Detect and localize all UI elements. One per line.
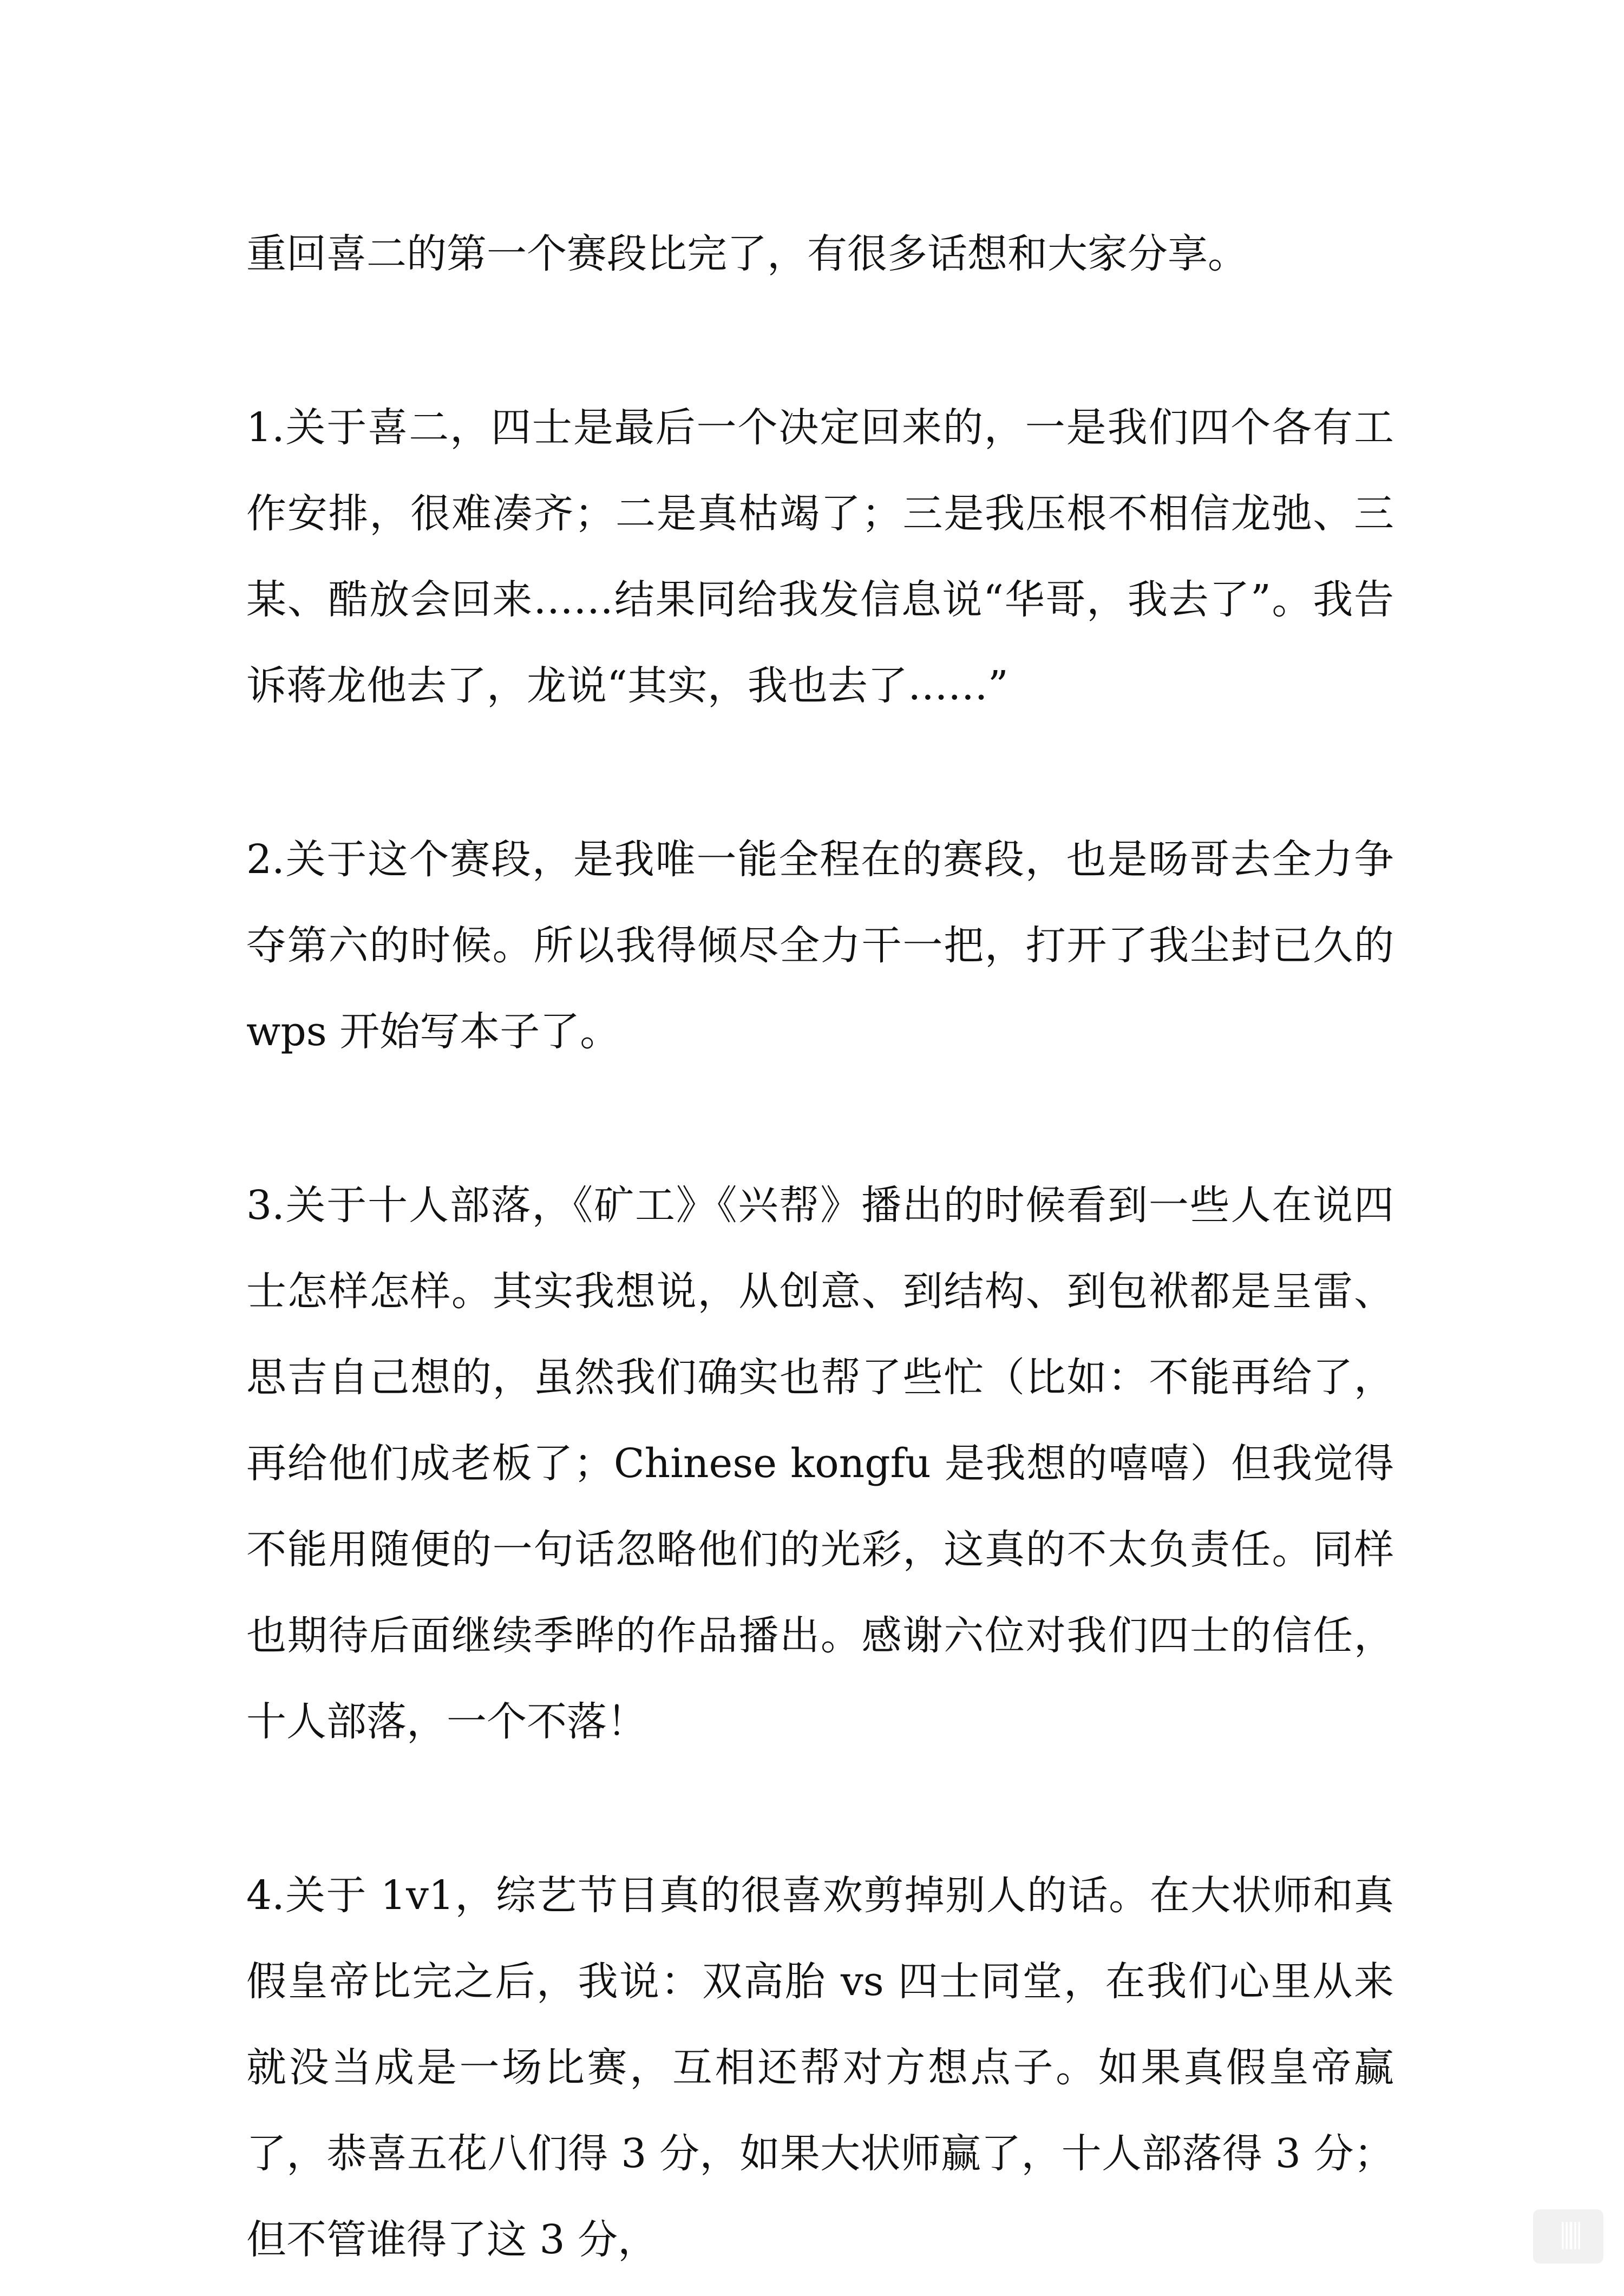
paragraph-3: 3.关于十人部落，《矿工》《兴帮》播出的时候看到一些人在说四士怎样怎样。其实我想说，从创意、到结构、到包袱都是呈雷、思吉自己想的，虽然我们确实也帮了些忙（比如：不能再给了，再给他们成老板了；Chinese kongfu 是我想的嘻嘻）但我觉得不能用随便的一句话忽略他们的光彩，这真的不太负责任。同样也期待后面继续季晔的作品播出。感谢六位对我们四士的信任，十人部落，一个不落！ [246, 1182, 1394, 1745]
paragraph-intro: 重回喜二的第一个赛段比完了，有很多话想和大家分享。 [246, 231, 1248, 277]
document-body [246, 211, 1394, 2283]
paragraph-2: 2.关于这个赛段，是我唯一能全程在的赛段，也是旸哥去全力争夺第六的时候。所以我得倾尽全力干一把，打开了我尘封已久的 wps 开始写本子了。 [246, 836, 1394, 1055]
paragraph-4: 4.关于 1v1，综艺节目真的很喜欢剪掉别人的话。在大状师和真假皇帝比完之后，我说：双高胎 vs 四士同堂，在我们心里从来就没当成是一场比赛，互相还帮对方想点子。如果真假皇帝赢了，恭喜五花八们得 3 分，如果大状师赢了，十人部落得 3 分；但不管谁得了这 3 分， [246, 1872, 1394, 2263]
paragraph-1: 1.关于喜二，四士是最后一个决定回来的，一是我们四个各有工作安排，很难凑齐；二是真枯竭了；三是我压根不相信龙弛、三某、酷放会回来……结果同给我发信息说“华哥，我去了”。我告诉蒋龙他去了，龙说“其实，我也去了……” [246, 404, 1394, 709]
more-images-icon[interactable]: ⫼⫼ [1533, 2209, 1603, 2264]
